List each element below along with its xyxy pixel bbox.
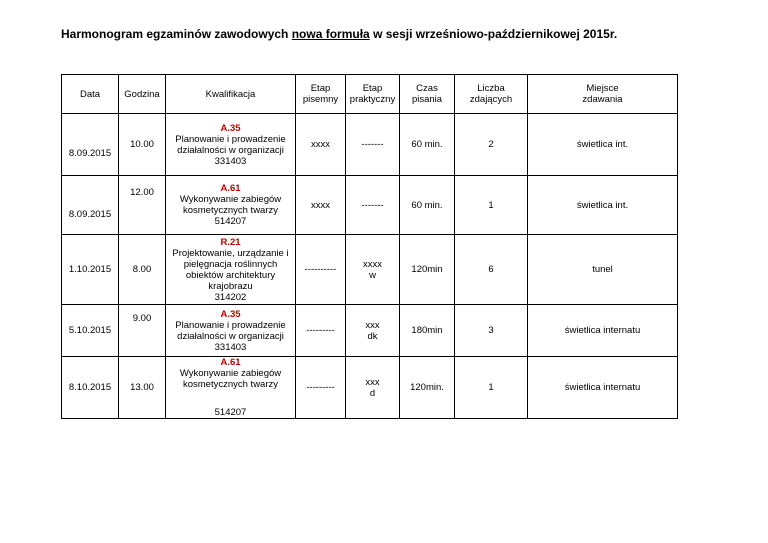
cell-hour: 9.00	[119, 305, 166, 357]
cell-date: 8.09.2015	[62, 176, 119, 235]
header-row	[62, 75, 678, 114]
cell-date: 8.10.2015	[62, 357, 119, 419]
practical-line: xxxx	[363, 258, 382, 270]
cell-qualification	[166, 305, 296, 357]
practical-line: d	[369, 387, 376, 399]
qualification-line: Projektowanie, urządzanie i	[172, 247, 289, 259]
practical-line: xxx	[365, 376, 380, 388]
cell-duration: 60 min.	[400, 176, 455, 235]
qualification-line: Planowanie i prowadzenie	[175, 319, 286, 331]
header-qualification: Kwalifikacja	[166, 75, 296, 114]
qualification-line: 514207	[214, 216, 247, 227]
header-practical	[346, 75, 400, 114]
qualification-line: 331403	[214, 155, 247, 167]
qualification-line: kosmetycznych twarzy	[182, 205, 279, 216]
qualification-code: A.35	[220, 308, 241, 320]
cell-place: świetlica internatu	[528, 357, 678, 419]
header-duration-line: Czas	[416, 83, 438, 94]
qualification-line: kosmetycznych twarzy	[182, 379, 279, 390]
cell-qualification	[166, 357, 296, 419]
practical-line: -------	[361, 199, 384, 211]
qualification-code: A.61	[220, 183, 241, 194]
qualification-line: 314202	[214, 291, 247, 303]
cell-duration: 60 min.	[400, 114, 455, 176]
practical-line: w	[369, 269, 376, 281]
cell-written: ---------	[296, 305, 346, 357]
header-place	[528, 75, 678, 114]
cell-count: 3	[455, 305, 528, 357]
cell-date: 1.10.2015	[62, 235, 119, 305]
qualification-code: A.35	[220, 122, 241, 134]
header-duration	[400, 75, 455, 114]
cell-count: 6	[455, 235, 528, 305]
table-row	[62, 235, 678, 305]
qualification-line: Wykonywanie zabiegów	[179, 194, 282, 205]
qualification-line: obiektów architektury	[185, 269, 276, 281]
header-written-line: Etap	[310, 83, 331, 94]
header-count-line: Liczba	[477, 83, 505, 94]
header-written	[296, 75, 346, 114]
header-duration-line: pisania	[411, 94, 443, 105]
qualification-code: A.61	[220, 357, 241, 368]
cell-place: tunel	[528, 235, 678, 305]
title-suffix: w sesji wrześniowo-październikowej 2015r.	[373, 27, 618, 41]
table-row	[62, 114, 678, 176]
cell-hour: 13.00	[119, 357, 166, 419]
cell-hour: 12.00	[119, 176, 166, 235]
header-practical-line: Etap	[362, 83, 383, 94]
cell-practical	[346, 305, 400, 357]
qualification-line: 514207	[214, 407, 247, 418]
cell-hour: 10.00	[119, 114, 166, 176]
cell-qualification	[166, 176, 296, 235]
header-place-line: Miejsce	[586, 83, 619, 94]
qualification-line: 331403	[214, 341, 247, 353]
cell-written: xxxx	[296, 114, 346, 176]
header-count-line: zdających	[469, 94, 513, 105]
header-count	[455, 75, 528, 114]
qualification-line: krajobrazu	[208, 280, 253, 292]
cell-place: świetlica int.	[528, 114, 678, 176]
qualification-line: Planowanie i prowadzenie	[175, 133, 286, 145]
cell-count: 2	[455, 114, 528, 176]
header-hour: Godzina	[119, 75, 166, 114]
cell-place: świetlica int.	[528, 176, 678, 235]
cell-place: świetlica internatu	[528, 305, 678, 357]
cell-practical	[346, 114, 400, 176]
title-underlined: nowa formuła	[291, 27, 370, 41]
cell-practical	[346, 235, 400, 305]
cell-date: 5.10.2015	[62, 305, 119, 357]
practical-line: -------	[361, 139, 384, 150]
qualification-code: R.21	[220, 236, 241, 248]
cell-qualification	[166, 114, 296, 176]
table-row	[62, 357, 678, 419]
cell-practical	[346, 176, 400, 235]
header-place-line: zdawania	[582, 94, 623, 105]
qualification-line: działalności w organizacji	[177, 330, 284, 342]
qualification-line: Wykonywanie zabiegów	[179, 368, 282, 379]
cell-count: 1	[455, 357, 528, 419]
cell-duration: 120min	[400, 235, 455, 305]
cell-count: 1	[455, 176, 528, 235]
cell-written: ---------	[296, 357, 346, 419]
qualification-line	[168, 390, 293, 401]
cell-written: xxxx	[296, 176, 346, 235]
title-prefix: Harmonogram egzaminów zawodowych	[61, 27, 289, 41]
table-row	[62, 305, 678, 357]
table-row	[62, 176, 678, 235]
cell-hour: 8.00	[119, 235, 166, 305]
cell-duration: 180min	[400, 305, 455, 357]
header-practical-line: praktyczny	[349, 94, 396, 105]
qualification-line: pielęgnacja roślinnych	[183, 258, 278, 270]
cell-qualification	[166, 235, 296, 305]
practical-line: dk	[367, 330, 378, 342]
header-written-line: pisemny	[302, 94, 339, 105]
header-date: Data	[62, 75, 119, 114]
qualification-line: działalności w organizacji	[177, 144, 284, 156]
cell-duration: 120min.	[400, 357, 455, 419]
schedule-table	[61, 74, 678, 419]
practical-line: xxx	[365, 319, 380, 331]
cell-date: 8.09.2015	[62, 114, 119, 176]
page-title	[61, 27, 617, 41]
cell-written: ----------	[296, 235, 346, 305]
cell-practical	[346, 357, 400, 419]
